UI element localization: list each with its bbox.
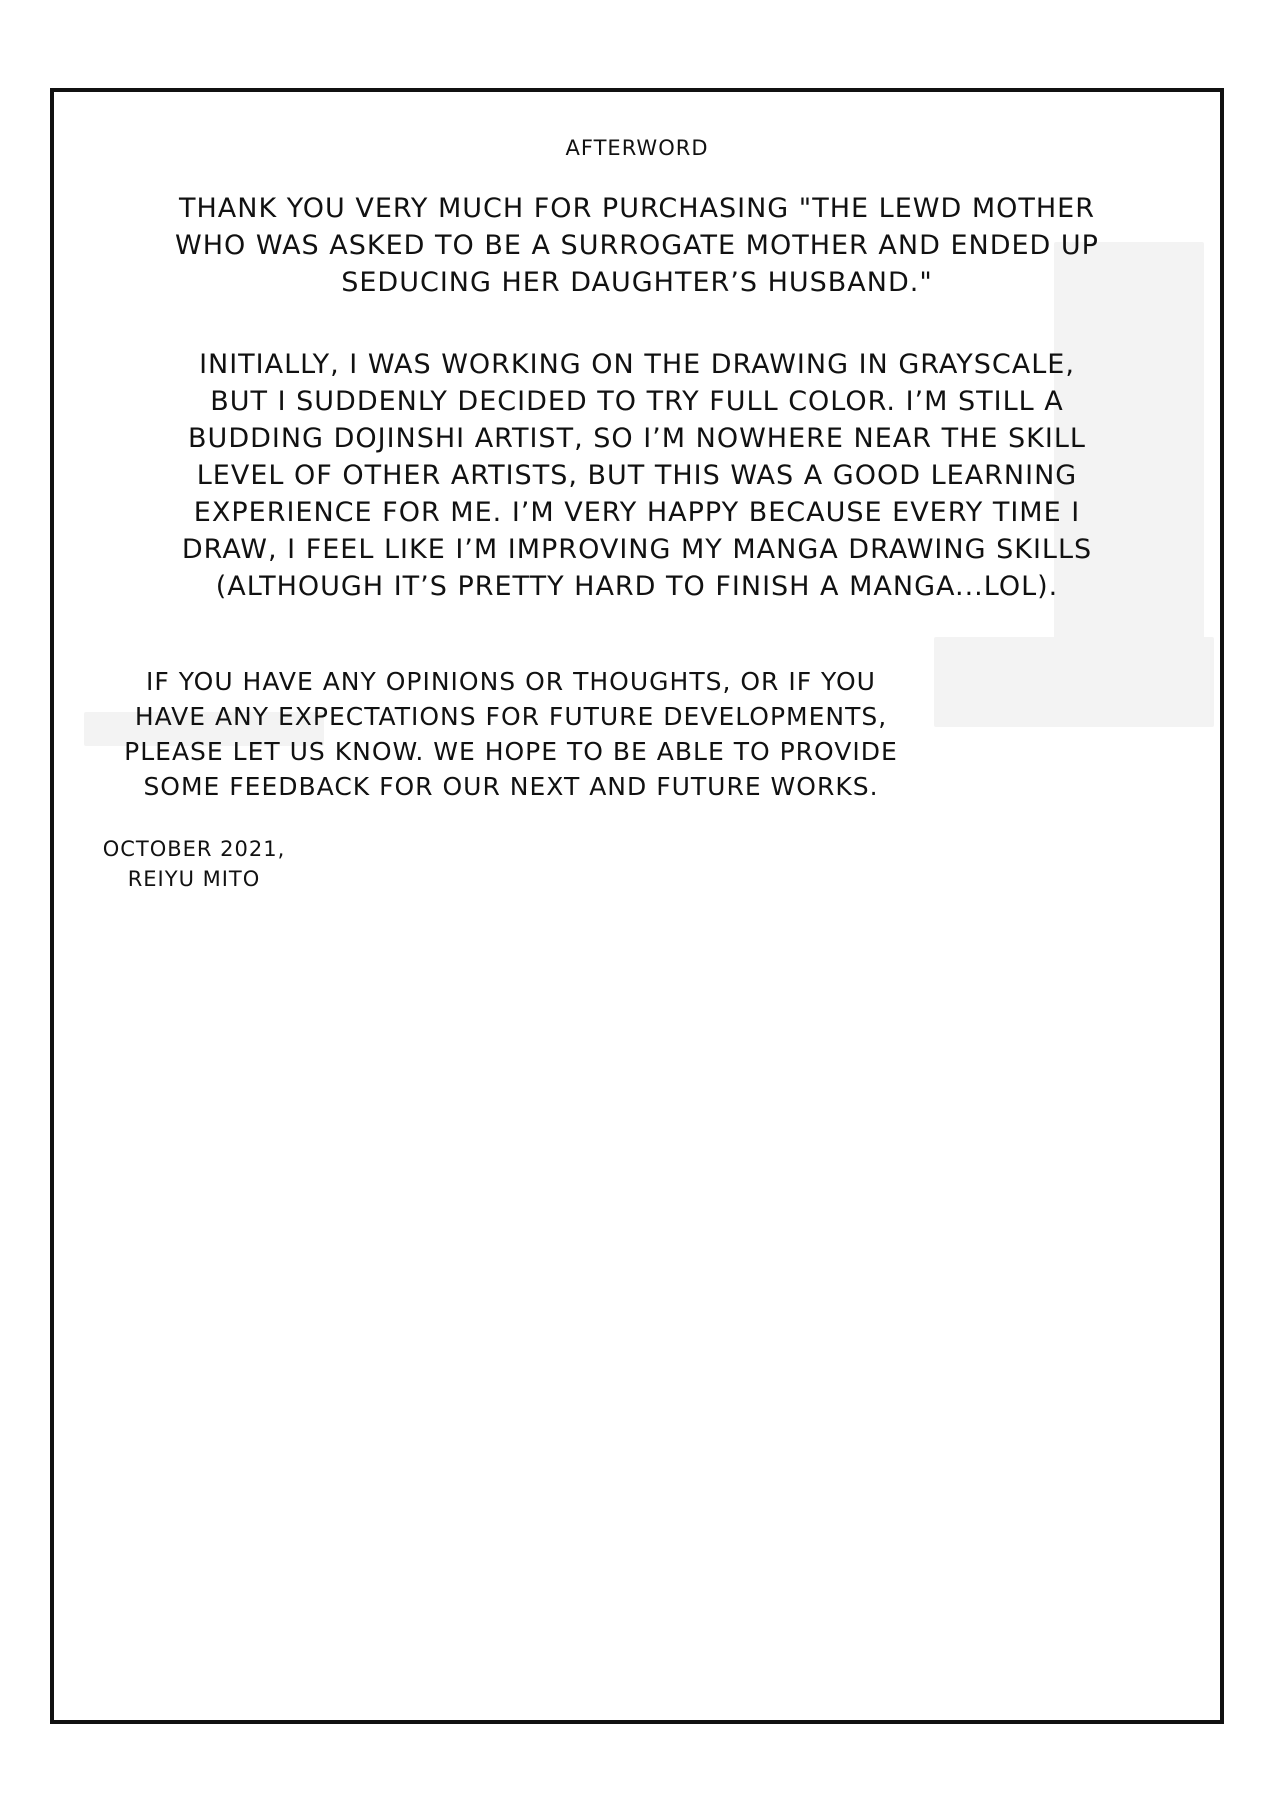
signature-author: REIYU MITO: [127, 867, 261, 891]
drawing-notes-paragraph: [64, 346, 1210, 605]
text-line: PLEASE LET US KNOW. WE HOPE TO BE ABLE TO PROVIDE: [124, 737, 898, 766]
afterword-heading: AFTERWORD: [565, 136, 709, 160]
text-line: EXPERIENCE FOR ME. I’M VERY HAPPY BECAUSE EVERY TIME I: [193, 497, 1081, 528]
bleed-through-shadow: [934, 637, 1214, 727]
feedback-paragraph: [76, 664, 946, 804]
text-line: IF YOU HAVE ANY OPINIONS OR THOUGHTS, OR IF YOU: [146, 667, 876, 696]
page-border: [50, 88, 1224, 1724]
text-line: HAVE ANY EXPECTATIONS FOR FUTURE DEVELOPMENTS,: [134, 702, 888, 731]
text-line: WHO WAS ASKED TO BE A SURROGATE MOTHER AND ENDED UP: [175, 230, 1099, 261]
text-line: THANK YOU VERY MUCH FOR PURCHASING "THE LEWD MOTHER: [178, 193, 1095, 224]
text-line: BUDDING DOJINSHI ARTIST, SO I’M NOWHERE NEAR THE SKILL: [188, 423, 1086, 454]
text-line: SEDUCING HER DAUGHTER’S HUSBAND.": [341, 267, 933, 298]
signature-date: OCTOBER 2021,: [102, 837, 286, 861]
text-line: BUT I SUDDENLY DECIDED TO TRY FULL COLOR. I’M STILL A: [210, 386, 1064, 417]
text-line: LEVEL OF OTHER ARTISTS, BUT THIS WAS A GOOD LEARNING: [196, 460, 1078, 491]
text-line: DRAW, I FEEL LIKE I’M IMPROVING MY MANGA DRAWING SKILLS: [181, 534, 1093, 565]
thanks-paragraph: [64, 190, 1210, 301]
text-line: SOME FEEDBACK FOR OUR NEXT AND FUTURE WORKS.: [143, 772, 879, 801]
signature: [84, 834, 304, 894]
text-line: (ALTHOUGH IT’S PRETTY HARD TO FINISH A MANGA...LOL).: [215, 571, 1059, 602]
text-line: INITIALLY, I WAS WORKING ON THE DRAWING IN GRAYSCALE,: [199, 349, 1075, 380]
